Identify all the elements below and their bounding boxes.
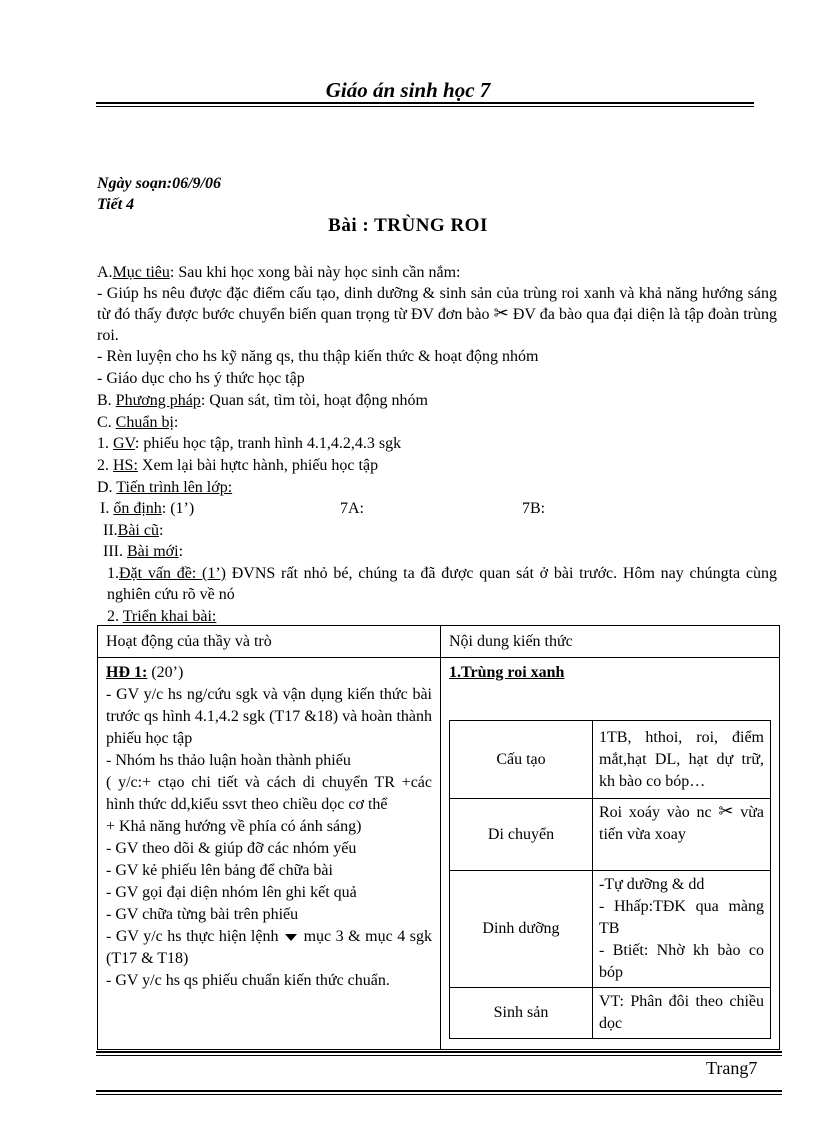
row-value: 1TB, hthoi, roi, điểm mắt,hạt DL, hạt dự trữ, kh bào co bóp… <box>593 721 771 799</box>
row-value: -Tự dưỡng & dd - Hhấp:TĐK qua màng TB - Btiết: Nhờ kh bào co bóp <box>593 871 771 988</box>
activity-item: - GV theo dõi & giúp đỡ các nhóm yếu <box>106 840 357 857</box>
table-row <box>450 988 771 1039</box>
summary-table <box>449 720 771 1039</box>
header-rule-thin <box>96 106 754 107</box>
prep-student: 2. HS: Xem lại bài hựtc hành, phiếu học tập <box>97 457 379 474</box>
table-row <box>450 799 771 871</box>
bottom-rule <box>96 1090 782 1092</box>
lesson-title: Bài : TRÙNG ROI <box>328 215 488 236</box>
prep-teacher: 1. GV: phiếu học tập, tranh hình 4.1,4.2,4.3 sgk <box>97 435 402 452</box>
objective-1: - Giúp hs nêu được đặc điểm cấu tạo, dinh dưỡng & sinh sản của trùng roi xanh và khả năng hướng sáng từ đó thấy được bước chuyển biến quan trọng từ ĐV đơn bào ✂ ĐV đa bào qua đại diện là tập đoàn trùng roi. <box>97 285 778 344</box>
document-header-title: Giáo án sinh học 7 <box>325 78 491 102</box>
table-header-activities: Hoạt động của thầy và trò <box>98 626 441 658</box>
bottom-rule-thin <box>96 1094 782 1095</box>
activity-item: - GV y/c hs qs phiếu chuẩn kiến thức chuẩn. <box>106 972 390 989</box>
lesson-table <box>97 625 780 1050</box>
row-value: VT: Phân đôi theo chiều dọc <box>593 988 771 1039</box>
table-row <box>450 721 771 799</box>
class-7b: 7B: <box>522 500 546 517</box>
objective-3: - Giáo dục cho hs ý thức học tập <box>97 370 305 387</box>
scissors-icon: ✂ <box>493 303 509 323</box>
section-b: B. Phương pháp: Quan sát, tìm tòi, hoạt động nhóm <box>97 392 428 409</box>
on-dinh: I. ổn định: (1’) <box>100 500 195 517</box>
page-number: Trang7 <box>706 1058 758 1078</box>
row-name: Dinh dưỡng <box>450 871 593 988</box>
activities-cell <box>98 658 441 1050</box>
activity-item: - Nhóm hs thảo luận hoàn thành phiếu <box>106 752 351 769</box>
scissors-icon: ✂ <box>718 801 734 821</box>
activity-item: - GV chữa từng bài trên phiếu <box>106 906 299 923</box>
hd1-heading: HĐ 1: (20’) <box>106 664 184 681</box>
row-name: Sinh sản <box>450 988 593 1039</box>
activity-item: ( y/c:+ ctạo chi tiết và cách di chuyển TR +các hình thức dd,kiểu ssvt theo chiều dọc cơ thể <box>106 774 432 813</box>
content-title: 1.Trùng roi xanh <box>449 664 565 681</box>
section-d-heading: D. Tiến trình lên lớp: <box>97 479 233 496</box>
class-7a: 7A: <box>340 500 364 517</box>
activity-item: - GV gọi đại diện nhóm lên ghi kết quả <box>106 884 357 901</box>
triangle-down-icon <box>285 934 297 941</box>
activity-item: + Khả năng hướng về phía có ánh sáng) <box>106 818 362 835</box>
bai-moi: III. Bài mới: <box>103 543 184 560</box>
prep-date: Ngày soạn:06/9/06 <box>97 175 221 192</box>
activity-item: - GV y/c hs thực hiện lệnh mục 3 & mục 4 sgk (T17 & T18) <box>106 928 433 967</box>
objective-2: - Rèn luyện cho hs kỹ năng qs, thu thập kiến thức & hoạt động nhóm <box>97 348 539 365</box>
activity-item: - GV kẻ phiếu lên bảng để chữa bài <box>106 862 333 879</box>
row-name: Di chuyển <box>450 799 593 871</box>
row-value: Roi xoáy vào nc ✂ vừa tiến vừa xoay <box>593 799 771 871</box>
content-cell <box>441 658 780 1050</box>
table-row <box>450 871 771 988</box>
footer-rule-thin <box>96 1055 782 1056</box>
header-rule <box>96 102 754 104</box>
footer-rule <box>96 1051 782 1053</box>
section-a-heading: A.Mục tiêu: Sau khi học xong bài này học sinh cần nắm: <box>97 264 461 281</box>
table-header-content: Nội dung kiến thức <box>441 626 780 658</box>
activity-item: - GV y/c hs ng/cứu sgk và vận dụng kiến thức bài trước qs hình 4.1,4.2 sgk (T17 &18) và hoàn thành phiếu học tập <box>106 686 432 747</box>
period-label: Tiết 4 <box>97 196 135 213</box>
bai-cu: II.Bài cũ: <box>103 522 164 539</box>
dat-van-de: 1.Đặt vấn đề: (1’) ĐVNS rất nhỏ bé, chúng ta đã được quan sát ở bài trước. Hôm nay chúngta cùng nghiên cứu rõ về nó <box>107 565 777 603</box>
row-name: Cấu tạo <box>450 721 593 799</box>
trien-khai: 2. Triển khai bài: <box>107 608 217 625</box>
section-c-heading: C. Chuẩn bị: <box>97 414 179 431</box>
